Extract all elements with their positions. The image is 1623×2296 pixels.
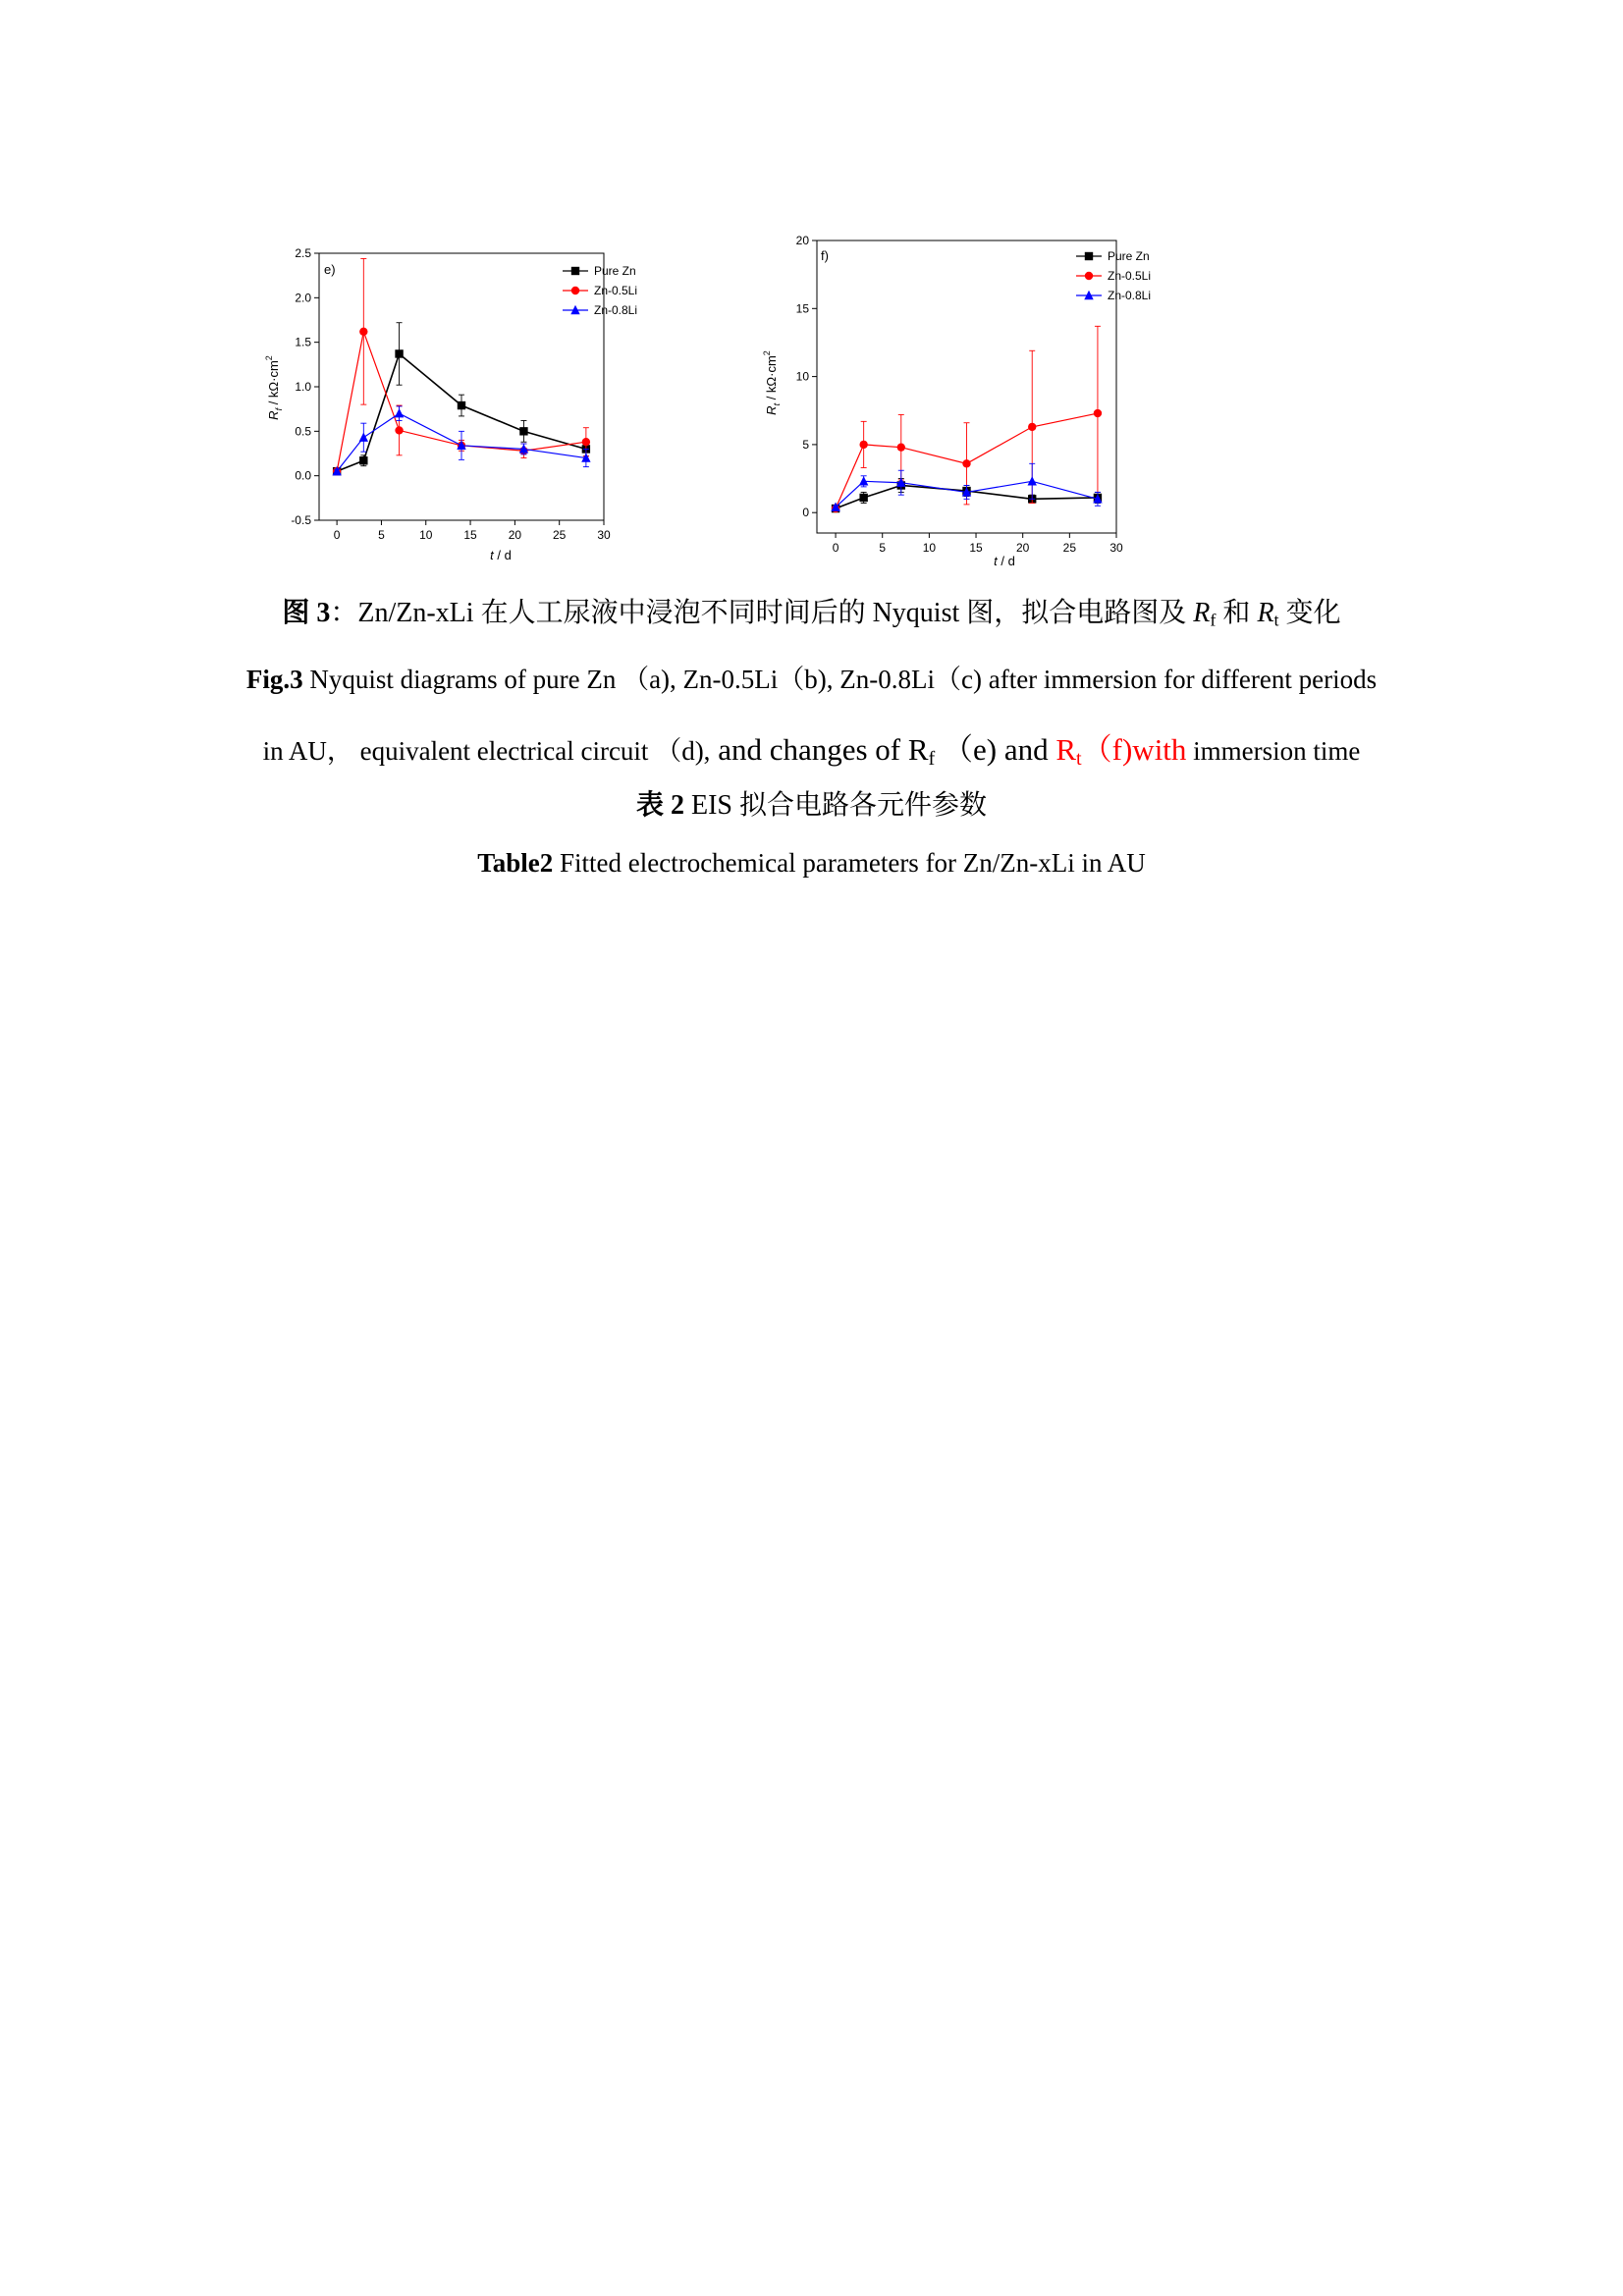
caption-cn-end: 变化 bbox=[1278, 598, 1341, 628]
data-point bbox=[395, 408, 404, 417]
x-tick-label: 30 bbox=[1109, 541, 1123, 555]
caption-cn-and: 和 bbox=[1216, 598, 1258, 628]
legend-entry bbox=[1076, 289, 1151, 302]
x-tick-label: 20 bbox=[1016, 541, 1030, 555]
table-caption-cn-text: EIS 拟合电路各元件参数 bbox=[684, 790, 988, 821]
symbol-r: R bbox=[1257, 598, 1274, 628]
figure-caption-cn bbox=[0, 591, 1623, 631]
figure-label-en: Fig.3 bbox=[245, 665, 303, 694]
x-tick-label: 0 bbox=[333, 528, 341, 542]
data-point bbox=[395, 426, 403, 434]
table-caption-en-text: Fitted electrochemical parameters for Zn/Zn-xLi in AU bbox=[553, 848, 1146, 878]
legend-label: Pure Zn bbox=[1108, 249, 1150, 263]
symbol-sub-f: f bbox=[1210, 610, 1217, 630]
figure-caption-en-line2 bbox=[0, 724, 1623, 771]
legend-label: Zn-0.5Li bbox=[594, 284, 638, 297]
data-point bbox=[859, 494, 867, 502]
caption-en-line2-a: in AU， equivalent electrical circuit （d), bbox=[262, 736, 711, 766]
data-point bbox=[571, 287, 579, 294]
x-tick-label: 0 bbox=[832, 541, 839, 555]
y-tick-label: 20 bbox=[795, 234, 809, 247]
chart-rt-vs-time bbox=[746, 221, 1217, 584]
legend-label: Zn-0.5Li bbox=[1108, 269, 1152, 283]
series-zn-0-5li bbox=[832, 326, 1102, 512]
x-tick-label: 10 bbox=[419, 528, 433, 542]
y-tick-label: 2.0 bbox=[295, 291, 311, 305]
x-tick-label: 10 bbox=[922, 541, 937, 555]
figure-caption-en-line1 bbox=[0, 658, 1623, 696]
panel-label: e) bbox=[324, 262, 336, 277]
y-tick-label: 2.5 bbox=[295, 246, 311, 260]
data-point bbox=[359, 456, 367, 464]
data-point bbox=[859, 441, 867, 449]
y-tick-label: -0.5 bbox=[291, 513, 311, 527]
data-point bbox=[1085, 272, 1093, 280]
x-tick-label: 25 bbox=[553, 528, 567, 542]
table-label-cn: 表 2 bbox=[635, 790, 684, 821]
y-tick-label: 15 bbox=[795, 301, 809, 316]
legend-entry bbox=[563, 264, 636, 278]
data-point bbox=[395, 349, 403, 357]
caption-en-line1-text: Nyquist diagrams of pure Zn （a), Zn-0.5Li（b), Zn-0.8Li（c) after immersion for different periods bbox=[302, 665, 1378, 694]
x-tick-label: 25 bbox=[1062, 541, 1077, 555]
legend-entry bbox=[1076, 269, 1151, 283]
data-point bbox=[582, 438, 590, 446]
figure-label-cn: 图 3 bbox=[282, 598, 331, 628]
table-caption-cn bbox=[0, 783, 1623, 823]
legend-entry bbox=[563, 303, 637, 317]
data-point bbox=[1094, 409, 1102, 417]
x-tick-label: 15 bbox=[969, 541, 983, 555]
x-axis-label: t / d bbox=[490, 548, 512, 562]
legend-entry bbox=[1076, 249, 1150, 263]
caption-en-line2-b: and changes of $R_f$ （e) and $R_t(f)with$ bbox=[710, 732, 1187, 771]
x-tick-label: 30 bbox=[597, 528, 611, 542]
data-point bbox=[359, 432, 368, 441]
plot-frame bbox=[319, 253, 604, 520]
y-tick-label: 10 bbox=[795, 369, 809, 384]
data-point bbox=[1028, 476, 1037, 485]
legend-label: Zn-0.8Li bbox=[1108, 289, 1152, 302]
table-label-en: Table2 bbox=[477, 848, 554, 878]
data-point bbox=[1085, 252, 1093, 260]
data-point bbox=[458, 401, 465, 409]
x-tick-label: 5 bbox=[378, 528, 385, 542]
y-axis-label: $R_f / k\Omega\cdot cm^2$ bbox=[264, 355, 284, 420]
x-axis-label: t / d bbox=[994, 554, 1015, 568]
y-tick-label: 0.0 bbox=[295, 468, 311, 483]
legend-label: Pure Zn bbox=[594, 264, 636, 278]
x-tick-label: 15 bbox=[463, 528, 477, 542]
data-point bbox=[359, 328, 367, 336]
data-point bbox=[859, 476, 868, 485]
chart-rf-vs-time bbox=[250, 236, 712, 579]
y-tick-label: 5 bbox=[802, 437, 809, 452]
legend-label: Zn-0.8Li bbox=[594, 303, 638, 317]
caption-en-line2-d: immersion time bbox=[1186, 736, 1361, 766]
data-point bbox=[1028, 423, 1036, 431]
y-tick-label: 1.0 bbox=[295, 380, 311, 394]
table-caption-en bbox=[0, 848, 1623, 879]
y-tick-label: 0.5 bbox=[295, 424, 311, 439]
x-tick-label: 20 bbox=[508, 528, 522, 542]
caption-cn-text: ：Zn/Zn-xLi 在人工尿液中浸泡不同时间后的 Nyquist 图，拟合电路图及 bbox=[330, 598, 1194, 628]
series-zn-0-8li bbox=[332, 406, 590, 475]
x-tick-label: 5 bbox=[879, 541, 887, 555]
data-point bbox=[519, 427, 527, 435]
legend-entry bbox=[563, 284, 637, 297]
y-axis-label: $R_t / k\Omega\cdot cm^2$ bbox=[762, 350, 782, 415]
data-point bbox=[897, 443, 905, 451]
symbol-r: R bbox=[1193, 598, 1211, 628]
data-point bbox=[962, 459, 970, 467]
data-point bbox=[571, 267, 579, 275]
y-tick-label: 1.5 bbox=[295, 335, 311, 349]
symbol-sub-t: t bbox=[1273, 610, 1279, 630]
panel-label: f) bbox=[821, 248, 829, 263]
y-tick-label: 0 bbox=[802, 506, 809, 520]
